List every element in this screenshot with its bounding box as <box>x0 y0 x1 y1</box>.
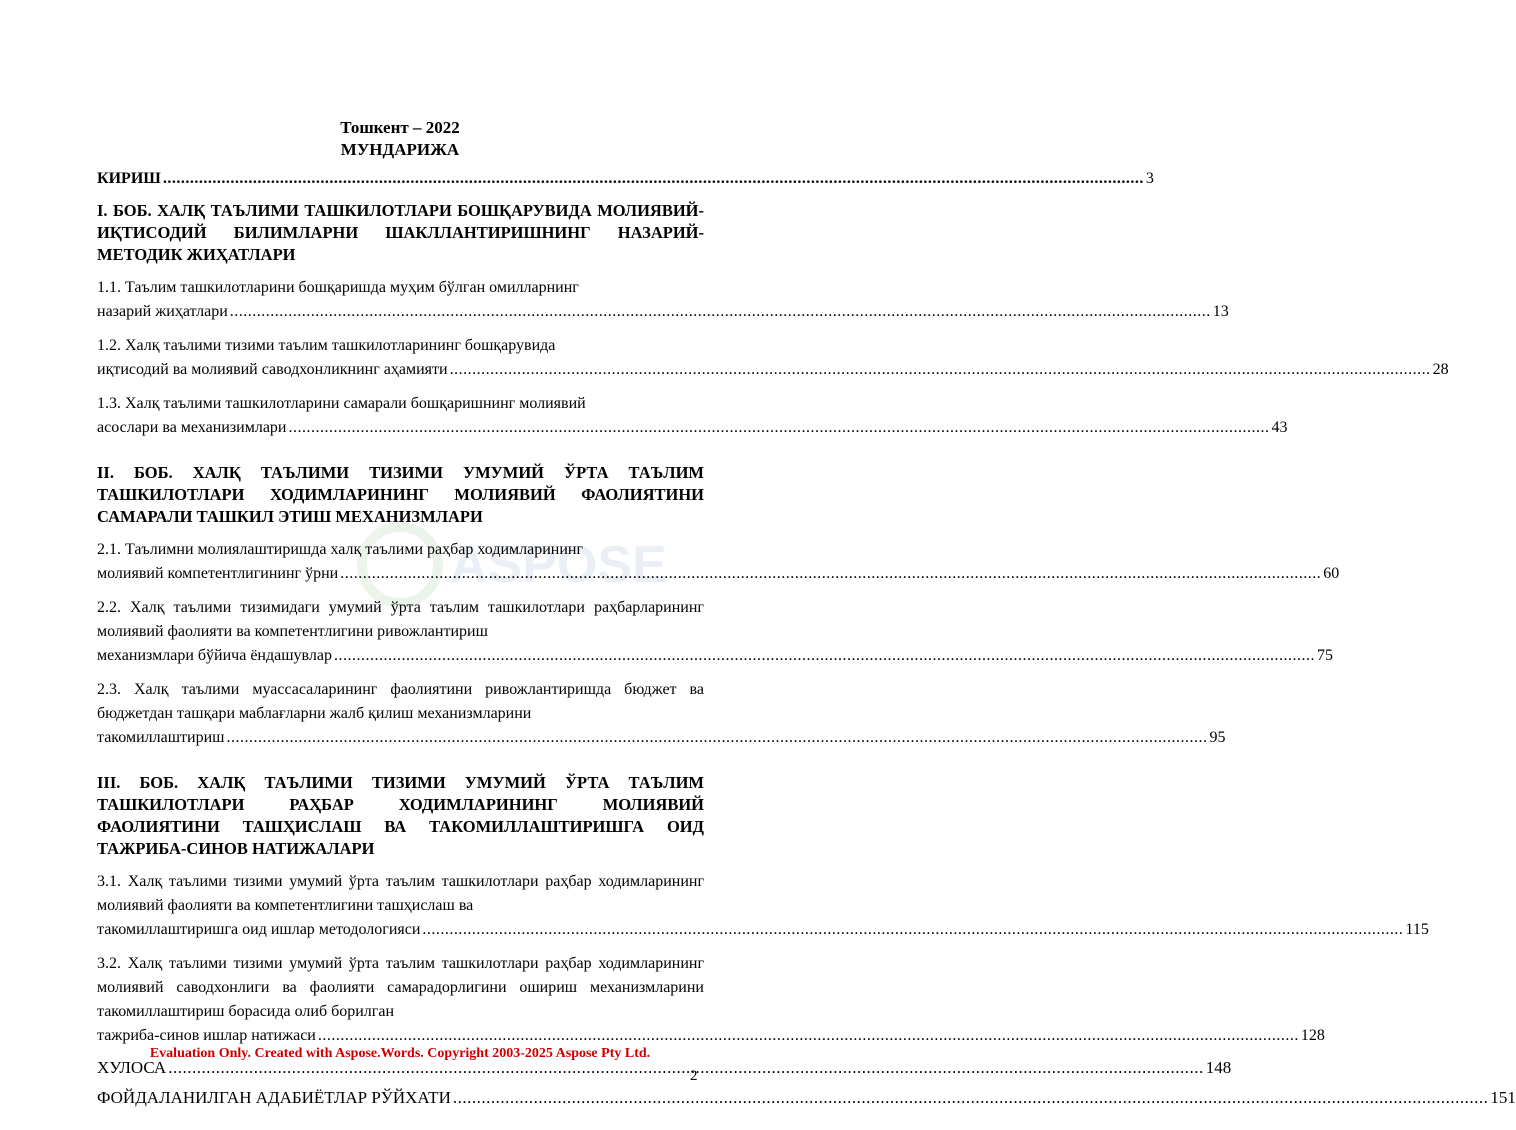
dot-leader <box>334 644 1315 668</box>
dot-leader <box>340 562 1321 586</box>
dot-leader <box>422 918 1403 942</box>
toc-chapter-2-title[interactable]: II. БОБ. ХАЛҚ ТАЪЛИМИ ТИЗИМИ УМУМИЙ ЎРТА ТАЪЛИМ ТАШКИЛОТЛАРИ ХОДИМЛАРИНИНГ МОЛИЯВИЙ ФАОЛИЯТИНИ САМАРАЛИ ТАШКИЛ ЭТИШ МЕХАНИЗМЛАРИ <box>97 463 704 526</box>
toc-section-2-1[interactable] <box>97 538 1340 586</box>
toc-section-1-1[interactable] <box>97 276 1229 324</box>
toc-section-page: 60 <box>1323 565 1340 582</box>
toc-conclusion-page: 148 <box>1205 1058 1232 1077</box>
city-year: Тошкент – 2022 <box>340 118 460 137</box>
toc-intro-page: 3 <box>1145 170 1154 187</box>
toc-chapter-3-title[interactable]: III. БОБ. ХАЛҚ ТАЪЛИМИ ТИЗИМИ УМУМИЙ ЎРТА ТАЪЛИМ ТАШКИЛОТЛАРИ РАҲБАР ХОДИМЛАРИНИНГ МОЛИЯВИЙ ФАОЛИЯТИНИ ТАШҲИСЛАШ ВА ТАКОМИЛЛАШТИРИШГА ОИД ТАЖРИБА-СИНОВ НАТИЖАЛАРИ <box>97 773 704 858</box>
toc-section-2-2[interactable] <box>97 596 1333 668</box>
toc-section-text: 2.3. Халқ таълими муассасаларининг фаолиятини ривожлантиришда бюджет ва бюджетдан ташқари маблағларни жалб қилиш механизмларини <box>97 681 704 722</box>
toc-section-last-line: молиявий компетентлигининг ўрни <box>97 565 339 582</box>
toc-section-text: 2.2. Халқ таълими тизимидаги умумий ўрта таълим ташкилотлари раҳбарларининг молиявий фаолияти ва компетентлигини ривожлантириш <box>97 599 704 640</box>
toc-section-1-2[interactable] <box>97 334 1449 382</box>
toc-section-page: 28 <box>1432 361 1449 378</box>
dot-leader <box>450 358 1431 382</box>
toc-intro-label: КИРИШ <box>97 170 161 187</box>
page-title: МУНДАРИЖА <box>340 140 460 159</box>
dot-leader <box>163 170 1144 188</box>
toc-section-page: 13 <box>1212 303 1229 320</box>
toc-section-2-3[interactable] <box>97 678 1226 750</box>
toc-conclusion-label: ХУЛОСА <box>97 1058 167 1077</box>
toc-section-text: 3.2. Халқ таълими тизими умумий ўрта таълим ташкилотлари раҳбар ходимларининг молиявий саводхонлиги ва фаолияти самарадорлигини ошириш механизмларини такомиллаштириш борасида олиб борилган <box>97 955 704 1020</box>
dot-leader <box>230 300 1211 324</box>
toc-section-page: 43 <box>1271 419 1288 436</box>
toc-section-last-line: назарий жиҳатлари <box>97 303 228 320</box>
toc-section-last-line: асослари ва механизимлари <box>97 419 287 436</box>
toc-section-1-3[interactable] <box>97 392 1288 440</box>
toc-references[interactable] <box>97 1088 1516 1108</box>
dot-leader <box>226 726 1207 750</box>
toc-references-label: ФОЙДАЛАНИЛГАН АДАБИЁТЛАР РЎЙХАТИ <box>97 1088 451 1107</box>
toc-section-last-line: механизмлари бўйича ёндашувлар <box>97 647 332 664</box>
toc-section-page: 75 <box>1316 647 1333 664</box>
toc-section-3-2[interactable] <box>97 952 1325 1048</box>
dot-leader <box>453 1088 1489 1108</box>
toc-section-text: 1.2. Халқ таълими тизими таълим ташкилотларининг бошқарувида <box>97 337 556 354</box>
toc-section-text: 1.3. Халқ таълими ташкилотларини самарали бошқаришнинг молиявий <box>97 395 586 412</box>
evaluation-notice: Evaluation Only. Created with Aspose.Words. Copyright 2003-2025 Aspose Pty Ltd. <box>149 1046 651 1061</box>
toc-chapter-1-title[interactable]: I. БОБ. ХАЛҚ ТАЪЛИМИ ТАШКИЛОТЛАРИ БОШҚАРУВИДА МОЛИЯВИЙ-ИҚТИСОДИЙ БИЛИМЛАРНИ ШАКЛЛАНТИРИШНИНГ НАЗАРИЙ-МЕТОДИК ЖИҲАТЛАРИ <box>97 201 704 264</box>
toc-section-text: 1.1. Таълим ташкилотларини бошқаришда муҳим бўлган омилларнинг <box>97 279 579 296</box>
toc-section-last-line: такомиллаштириш <box>97 729 225 746</box>
toc-section-page: 95 <box>1209 729 1226 746</box>
dot-leader <box>288 416 1269 440</box>
dot-leader <box>318 1024 1299 1048</box>
table-of-contents <box>97 170 1516 1108</box>
toc-section-text: 2.1. Таълимни молиялаштиришда халқ таълими раҳбар ходимларининг <box>97 541 584 558</box>
toc-section-last-line: такомиллаштиришга оид ишлар методологияси <box>97 921 421 938</box>
toc-section-page: 128 <box>1300 1027 1325 1044</box>
toc-section-text: 3.1. Халқ таълими тизими умумий ўрта таълим ташкилотлари раҳбар ходимларининг молиявий фаолияти ва компетентлигини ташҳислаш ва <box>97 873 704 914</box>
toc-section-last-line: иқтисодий ва молиявий саводхонликнинг аҳамияти <box>97 361 448 378</box>
toc-intro[interactable] <box>97 170 1154 188</box>
toc-section-last-line: тажриба-синов ишлар натижаси <box>97 1027 316 1044</box>
toc-section-3-1[interactable] <box>97 870 1429 942</box>
watermark-text: ASPOSE <box>450 536 667 594</box>
toc-section-page: 115 <box>1405 921 1429 938</box>
page-number: 2 <box>690 1068 698 1084</box>
toc-references-page: 151 <box>1490 1088 1516 1107</box>
